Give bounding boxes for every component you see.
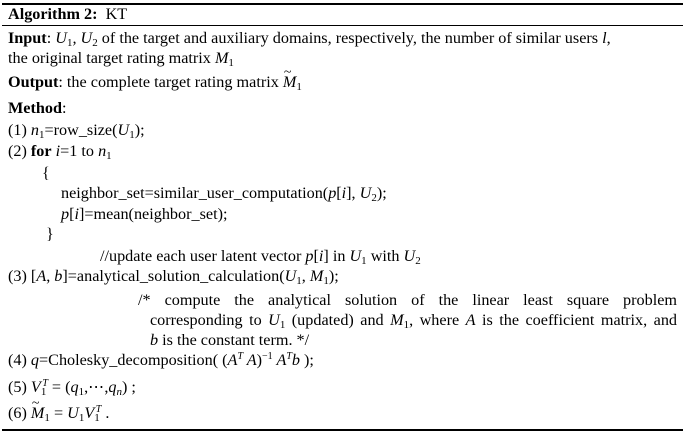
algorithm-box	[2, 3, 683, 431]
close-brace: }	[46, 225, 54, 243]
algorithm-title: Algorithm 2: KT	[8, 5, 128, 23]
input-line-1: Input: $U_1$, $U_2$ of the target and auxiliary domains, respectively, the number of similar users l,	[8, 29, 611, 49]
step-2: (2) for i=1 to $n_1$	[8, 142, 112, 162]
bottom-rule	[2, 429, 683, 431]
open-brace: {	[42, 164, 50, 182]
output-label: Output	[8, 73, 59, 91]
header-rule	[2, 25, 683, 26]
algorithm-name: KT	[105, 5, 128, 23]
loop-line-1: neighbor_set=similar_user_computation(p[i], $U_2$);	[61, 184, 387, 204]
output-line: Output: the complete target rating matrix ~ $M_1$	[8, 73, 302, 92]
comment-analytical: /* compute the analytical solution of the linear least square problem corresponding to $U_1$ (updated) and $M_1$, where A is the coefficient matrix, and b is the constant term. */	[138, 291, 678, 349]
input-line-2: the original target rating matrix $M_1$	[8, 49, 234, 69]
step-3: (3) [A, $b]=analytical\_solution\_calculation(U_1$, $M_1$);	[8, 267, 339, 287]
loop-line-2: p[i]=mean(neighbor_set);	[61, 205, 228, 223]
step-5: (5) $V_1^T$ = $(q_1,\cdots,q_n)$ ;	[8, 378, 136, 398]
algorithm-label: Algorithm 2	[8, 5, 93, 23]
step-1: (1) $n_1=row\_size(U_1)$;	[8, 121, 145, 141]
step-4: (4) q=Cholesky_decomposition( ($A^T$ A)$^{-1}$ $A^Tb$ );	[8, 351, 314, 369]
method-label: Method	[8, 99, 62, 117]
step-6: (6) ~ $M_1 = U_1V_1^T$ .	[8, 404, 109, 423]
method-line: Method:	[8, 99, 67, 117]
input-label: Input	[8, 29, 47, 47]
comment-update: //update each user latent vector p[i] in $U_1$ with $U_2$	[100, 247, 421, 267]
